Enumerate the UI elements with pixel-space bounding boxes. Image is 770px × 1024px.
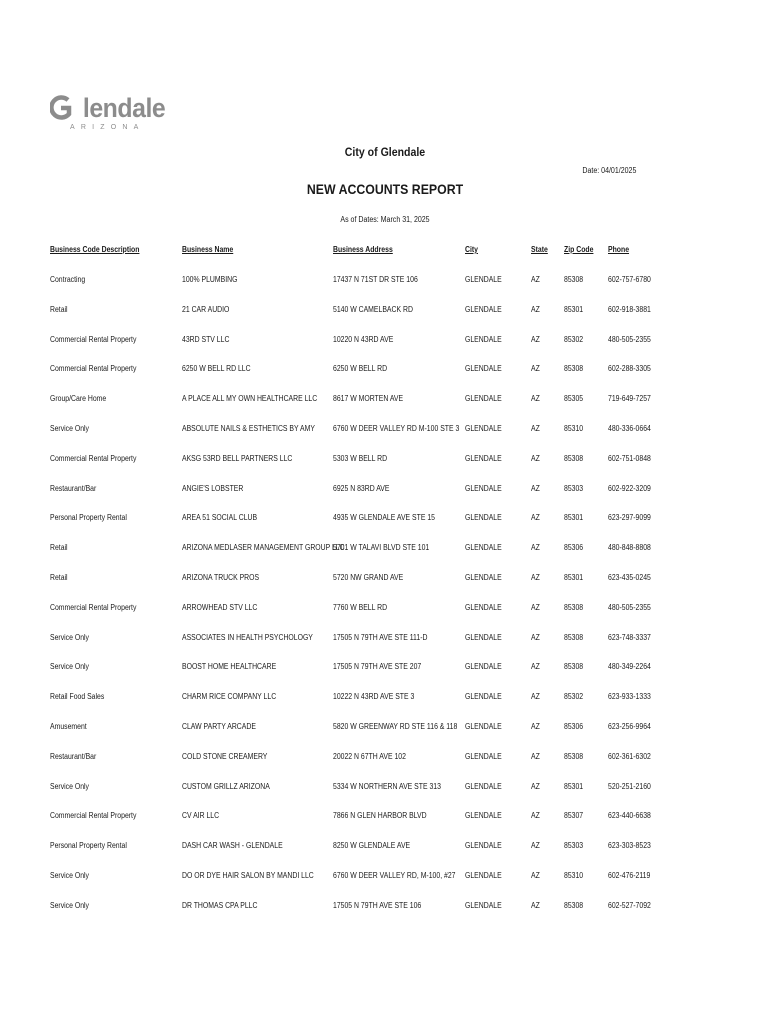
cell-state: AZ [531,543,540,553]
cell-state: AZ [531,632,540,642]
cell-phone: 602-757-6780 [608,275,651,284]
cell-phone: 480-336-0664 [608,424,651,433]
cell-business-code-description: Retail [50,304,68,314]
cell-business-code-description: Commercial Rental Property [50,453,137,463]
cell-business-address: 5820 W GREENWAY RD STE 116 & 118 [333,722,458,731]
cell-business-address: 10222 N 43RD AVE STE 3 [333,692,415,702]
cell-phone: 480-848-8808 [608,543,651,553]
cell-state: AZ [531,573,540,582]
cell-city: GLENDALE [465,871,502,880]
cell-business-code-description: Personal Property Rental [50,513,127,523]
cell-business-address: 17505 N 79TH AVE STE 207 [333,662,422,672]
cell-business-address: 17505 N 79TH AVE STE 106 [333,900,422,910]
cell-zip-code: 85301 [564,304,584,314]
cell-business-address: 6760 W DEER VALLEY RD, M-100, #27 [333,871,456,880]
cell-phone: 719-649-7257 [608,394,651,404]
cell-business-name: ARROWHEAD STV LLC [182,602,258,612]
cell-city: GLENDALE [465,841,502,851]
cell-business-address: 5701 W TALAVI BLVD STE 101 [333,543,430,553]
cell-business-code-description: Commercial Rental Property [50,364,137,374]
cell-business-name: CUSTOM GRILLZ ARIZONA [182,781,270,791]
cell-business-name: AKSG 53RD BELL PARTNERS LLC [182,453,293,463]
col-header-phone: Phone [608,245,630,254]
cell-zip-code: 85302 [564,334,584,344]
cell-phone: 520-251-2160 [608,781,651,791]
cell-phone: 623-440-6638 [608,811,651,821]
cell-business-code-description: Contracting [50,275,86,284]
cell-business-name: ARIZONA TRUCK PROS [182,573,260,582]
cell-zip-code: 85302 [564,692,584,702]
cell-business-address: 10220 N 43RD AVE [333,334,394,344]
cell-zip-code: 85308 [564,632,584,642]
cell-zip-code: 85301 [564,573,584,582]
cell-business-address: 4935 W GLENDALE AVE STE 15 [333,513,435,523]
col-header-zip-code: Zip Code [564,245,594,254]
cell-business-name: DO OR DYE HAIR SALON BY MANDI LLC [182,871,314,880]
cell-state: AZ [531,662,540,672]
logo-text: lendale [82,93,166,123]
cell-zip-code: 85306 [564,543,584,553]
cell-city: GLENDALE [465,304,502,314]
cell-city: GLENDALE [465,692,502,702]
cell-zip-code: 85301 [564,781,584,791]
cell-zip-code: 85307 [564,811,584,821]
cell-city: GLENDALE [465,394,502,404]
cell-business-name: 21 CAR AUDIO [182,304,230,314]
cell-zip-code: 85310 [564,871,584,880]
cell-business-code-description: Service Only [50,632,90,642]
cell-business-name: A PLACE ALL MY OWN HEALTHCARE LLC [182,394,318,404]
cell-business-code-description: Amusement [50,722,87,731]
report-title: NEW ACCOUNTS REPORT [306,181,464,197]
col-header-state: State [531,245,548,254]
col-header-business-address: Business Address [333,245,393,254]
cell-zip-code: 85308 [564,662,584,672]
cell-business-address: 5720 NW GRAND AVE [333,573,404,582]
cell-phone: 480-505-2355 [608,334,651,344]
cell-city: GLENDALE [465,811,502,821]
cell-state: AZ [531,871,540,880]
cell-phone: 602-922-3209 [608,483,651,493]
cell-phone: 602-288-3305 [608,364,651,374]
cell-business-address: 8250 W GLENDALE AVE [333,841,411,851]
cell-state: AZ [531,453,540,463]
cell-zip-code: 85303 [564,483,584,493]
cell-business-name: ANGIE'S LOBSTER [182,483,244,493]
cell-zip-code: 85303 [564,841,584,851]
cell-business-code-description: Commercial Rental Property [50,811,137,821]
cell-business-address: 6925 N 83RD AVE [333,483,390,493]
cell-zip-code: 85308 [564,751,584,761]
cell-phone: 602-751-0848 [608,453,651,463]
cell-business-code-description: Service Only [50,900,90,910]
cell-business-address: 5334 W NORTHERN AVE STE 313 [333,781,441,791]
cell-state: AZ [531,334,540,344]
as-of-dates: As of Dates: March 31, 2025 [340,215,430,224]
cell-state: AZ [531,900,540,910]
cell-city: GLENDALE [465,424,502,433]
cell-business-code-description: Personal Property Rental [50,841,127,851]
cell-city: GLENDALE [465,543,502,553]
cell-state: AZ [531,424,540,433]
cell-zip-code: 85308 [564,453,584,463]
cell-business-address: 6250 W BELL RD [333,364,388,374]
cell-city: GLENDALE [465,602,502,612]
cell-zip-code: 85308 [564,275,584,284]
cell-city: GLENDALE [465,513,502,523]
cell-city: GLENDALE [465,334,502,344]
glendale-logo [50,93,166,139]
cell-business-address: 8617 W MORTEN AVE [333,394,404,404]
cell-business-code-description: Service Only [50,424,90,433]
cell-business-code-description: Service Only [50,662,90,672]
cell-phone: 623-748-3337 [608,632,651,642]
cell-business-name: CHARM RICE COMPANY LLC [182,692,277,702]
cell-business-address: 5303 W BELL RD [333,453,388,463]
cell-business-name: COLD STONE CREAMERY [182,751,268,761]
cell-state: AZ [531,483,540,493]
cell-business-name: CV AIR LLC [182,811,220,821]
cell-phone: 623-933-1333 [608,692,651,702]
cell-state: AZ [531,722,540,731]
cell-business-address: 20022 N 67TH AVE 102 [333,751,406,761]
cell-business-code-description: Restaurant/Bar [50,751,97,761]
cell-business-name: 6250 W BELL RD LLC [182,364,251,374]
cell-city: GLENDALE [465,900,502,910]
cell-phone: 602-527-7092 [608,900,651,910]
cell-business-name: ASSOCIATES IN HEALTH PSYCHOLOGY [182,632,313,642]
col-header-business-code-description: Business Code Description [50,245,140,254]
cell-business-code-description: Commercial Rental Property [50,334,137,344]
cell-zip-code: 85301 [564,513,584,523]
cell-business-name: 43RD STV LLC [182,334,230,344]
cell-city: GLENDALE [465,751,502,761]
cell-phone: 480-505-2355 [608,602,651,612]
cell-business-address: 7866 N GLEN HARBOR BLVD [333,811,427,821]
cell-city: GLENDALE [465,275,502,284]
cell-state: AZ [531,364,540,374]
cell-state: AZ [531,811,540,821]
cell-phone: 602-918-3881 [608,304,651,314]
cell-city: GLENDALE [465,453,502,463]
cell-business-code-description: Service Only [50,781,90,791]
cell-business-name: BOOST HOME HEALTHCARE [182,662,277,672]
cell-business-code-description: Service Only [50,871,90,880]
cell-city: GLENDALE [465,781,502,791]
col-header-city: City [465,245,479,254]
logo-subtitle: ARIZONA [70,124,145,131]
cell-zip-code: 85305 [564,394,584,404]
cell-state: AZ [531,513,540,523]
col-header-business-name: Business Name [182,245,234,254]
cell-city: GLENDALE [465,722,502,731]
cell-state: AZ [531,692,540,702]
cell-phone: 623-297-9099 [608,513,651,523]
cell-business-code-description: Retail [50,573,68,582]
cell-phone: 480-349-2264 [608,662,651,672]
cell-business-address: 7760 W BELL RD [333,602,388,612]
cell-business-name: CLAW PARTY ARCADE [182,722,256,731]
cell-phone: 623-303-8523 [608,841,651,851]
cell-city: GLENDALE [465,483,502,493]
cell-phone: 602-361-6302 [608,751,651,761]
cell-state: AZ [531,394,540,404]
cell-business-address: 17505 N 79TH AVE STE 111-D [333,632,428,642]
cell-business-address: 6760 W DEER VALLEY RD M-100 STE 3 [333,424,460,433]
cell-phone: 623-256-9964 [608,722,651,731]
cell-business-name: DASH CAR WASH - GLENDALE [182,841,283,851]
cell-state: AZ [531,751,540,761]
cell-business-code-description: Retail Food Sales [50,692,105,702]
cell-zip-code: 85308 [564,900,584,910]
cell-state: AZ [531,602,540,612]
cell-zip-code: 85310 [564,424,584,433]
report-date: Date: 04/01/2025 [581,166,636,175]
cell-business-address: 5140 W CAMELBACK RD [333,304,413,314]
cell-zip-code: 85308 [564,364,584,374]
cell-state: AZ [531,304,540,314]
cell-business-address: 17437 N 71ST DR STE 106 [333,275,418,284]
cell-business-code-description: Restaurant/Bar [50,483,97,493]
cell-state: AZ [531,781,540,791]
cell-business-name: DR THOMAS CPA PLLC [182,900,258,910]
cell-business-code-description: Commercial Rental Property [50,602,137,612]
cell-state: AZ [531,841,540,851]
cell-business-name: 100% PLUMBING [182,275,238,284]
cell-zip-code: 85308 [564,602,584,612]
cell-business-name: AREA 51 SOCIAL CLUB [182,513,258,523]
cell-zip-code: 85306 [564,722,584,731]
cell-city: GLENDALE [465,662,502,672]
city-title: City of Glendale [344,145,426,159]
cell-phone: 623-435-0245 [608,573,651,582]
cell-business-name: ARIZONA MEDLASER MANAGEMENT GROUP LLC [182,543,345,553]
cell-phone: 602-476-2119 [608,871,651,880]
cell-business-code-description: Group/Care Home [50,394,107,404]
cell-city: GLENDALE [465,364,502,374]
logo-wordmark [64,93,165,124]
cell-business-code-description: Retail [50,543,68,553]
cell-state: AZ [531,275,540,284]
cell-city: GLENDALE [465,573,502,582]
cell-business-name: ABSOLUTE NAILS & ESTHETICS BY AMY [182,424,315,433]
cell-city: GLENDALE [465,632,502,642]
